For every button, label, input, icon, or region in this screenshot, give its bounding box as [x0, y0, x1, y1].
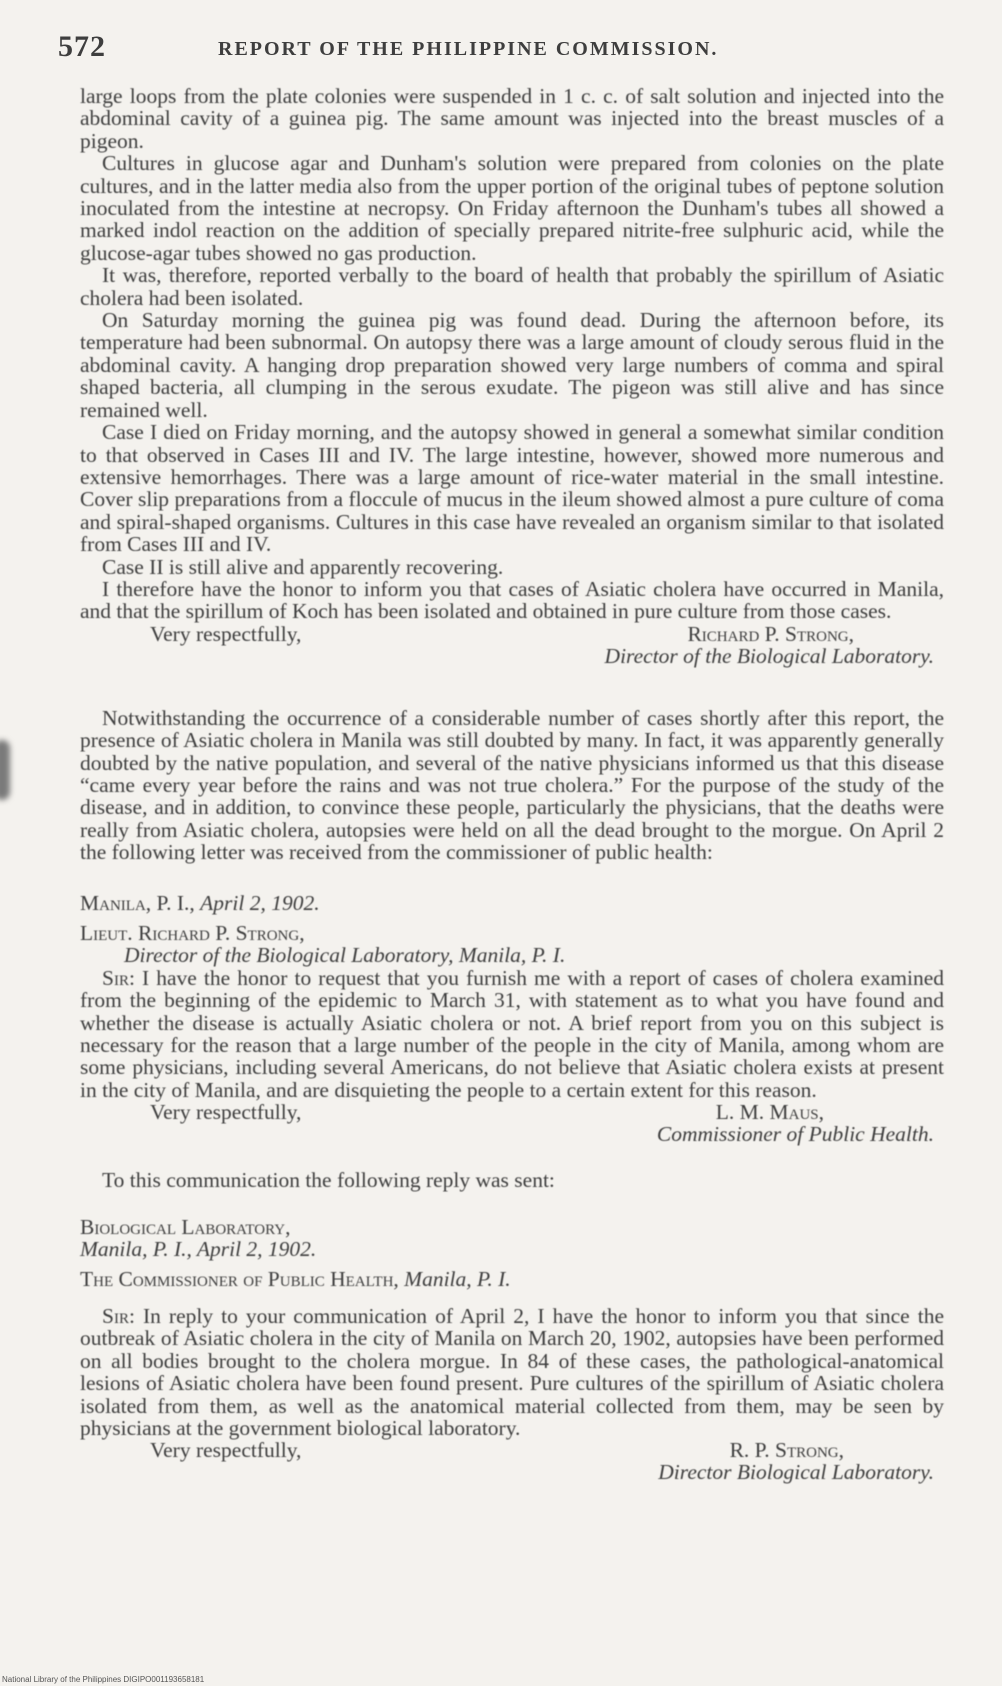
- signature-block-2: [80, 1101, 944, 1145]
- salutation-2: Sir:: [102, 965, 135, 990]
- signature-title-2: Commissioner of Public Health.: [656, 1122, 934, 1147]
- paragraph-7: I therefore have the honor to inform you that cases of Asiatic cholera have occurred in Manila, and that the spirillum of Koch has been isolated and obtained in pure culture from those cases.: [80, 576, 944, 624]
- paragraph-10: To this communication the following reply was sent:: [102, 1168, 555, 1193]
- letter-2-date: April 2, 1902.: [200, 890, 320, 915]
- scan-credit: National Library of the Philippines DIGIPO001193658181: [2, 1675, 205, 1684]
- letter-3-body: [80, 1305, 944, 1439]
- salutation-3: Sir:: [102, 1303, 135, 1328]
- closing-2: Very respectfully,: [150, 1100, 302, 1125]
- addressee-3-name: The Commissioner of Public Health,: [80, 1267, 399, 1292]
- signature-title-1: Director of the Biological Laboratory.: [604, 643, 934, 668]
- paragraph-11: In reply to your communication of April 2, I have the honor to inform you that since the outbreak of Asiatic cholera in the city of Manila on March 20, 1902, autopsies have been performed on all bodies brought to the cholera morgue. In 84 of these cases, the pathological-anatomical lesions of Asiatic cholera have been found present. Pure cultures of the spirillum of Asiatic cholera isolated from them, as well as the anatomical material collected from them, may be seen by physicians at the government biological laboratory.: [80, 1303, 944, 1440]
- spacer: [80, 1145, 944, 1169]
- spacer: [80, 1291, 944, 1305]
- closing-3: Very respectfully,: [150, 1438, 302, 1463]
- body-text: [80, 85, 944, 1483]
- addressee-2-title: Director of the Biological Laboratory, Manila, P. I.: [124, 943, 566, 968]
- signature-name-3: R. P. Strong,: [729, 1438, 844, 1463]
- paragraph-3: It was, therefore, reported verbally to the board of health that probably the spirillum of Asiatic cholera had been isolated.: [80, 263, 944, 310]
- letter-2-place: Manila, P. I.,: [80, 890, 195, 915]
- running-header: [58, 30, 938, 66]
- paragraph-4: On Saturday morning the guinea pig was found dead. During the afternoon before, its temperature had been subnormal. On autopsy there was a large amount of cloudy serous fluid in the abdominal cavity. A hanging drop preparation showed very large numbers of comma and spiral shaped bacteria, all clumping in the serous exudate. The pigeon was still alive and has since remained well.: [80, 308, 944, 422]
- signature-name-2: L. M. Maus,: [715, 1100, 824, 1125]
- paragraph-8: Notwithstanding the occurrence of a considerable number of cases shortly after this report, the presence of Asiatic cholera in Manila was still doubted by many. In fact, it was apparently generally doubted by the native population, and several of the native physicians informed us that this disease “came every year before the rains and was not true cholera.” For the purpose of the study of the disease, and in addition, to convince these people, particularly the physicians, that the deaths were really from Asiatic cholera, autopsies were held on all the dead brought to the morgue. On April 2 the following letter was received from the commissioner of public health:: [80, 705, 944, 865]
- paragraph-5: Case I died on Friday morning, and the autopsy showed in general a somewhat similar condition to that observed in Cases III and IV. The large intestine, however, showed more numerous and extensive hemorrhages. There was a large amount of rice-water material in the small intestine. Cover slip preparations from a floccule of mucus in the ileum showed almost a pure culture of coma and spiral-shaped organisms. Cultures in this case have revealed an organism similar to that isolated from Cases III and IV.: [80, 420, 944, 557]
- addressee-3: [80, 1268, 944, 1290]
- letter-2-body: [80, 967, 944, 1101]
- paragraph-2: Cultures in glucose agar and Dunham's solution were prepared from colonies on the plate cultures, and in the latter media also from the upper portion of the original tubes of peptone solution inoculated from the intestine at necropsy. On Friday afternoon the Dunham's tubes all showed a marked indol reaction on the addition of specially prepared nitrite-free sulphuric acid, while the glucose-agar tubes showed no gas production.: [80, 151, 944, 265]
- signature-title-3: Director Biological Laboratory.: [658, 1460, 934, 1485]
- spacer: [80, 667, 944, 707]
- paragraph-6: Case II is still alive and apparently recovering.: [102, 554, 504, 579]
- signature-block-3: [80, 1439, 944, 1483]
- spacer: [80, 864, 944, 892]
- paragraph-1: large loops from the plate colonies were suspended in 1 c. c. of salt solution and injected into the abdominal cavity of a guinea pig. The same amount was injected into the breast muscles of a pigeon.: [80, 84, 944, 153]
- letter-3-place-date: Manila, P. I., April 2, 1902.: [80, 1237, 317, 1262]
- running-title: REPORT OF THE PHILIPPINE COMMISSION.: [218, 38, 719, 60]
- signature-name-1: Richard P. Strong,: [687, 621, 854, 646]
- scan-thumb-shadow: [0, 740, 10, 800]
- spacer: [80, 1192, 944, 1216]
- letter-2-dateline: [80, 892, 944, 914]
- addressee-2-name: Lieut. Richard P. Strong,: [80, 921, 305, 945]
- page-number: 572: [58, 30, 106, 63]
- signature-block-1: [80, 623, 944, 667]
- closing-1: Very respectfully,: [150, 621, 302, 646]
- addressee-3-place: Manila, P. I.: [404, 1267, 511, 1292]
- letter-3-org: Biological Laboratory,: [80, 1214, 291, 1239]
- paragraph-9: I have the honor to request that you furnish me with a report of cases of cholera examined from the beginning of the epidemic to March 31, with statement as to what you have found and whether the disease is actually Asiatic cholera or not. A brief report from you on this subject is necessary for the reason that a large number of the people in the city of Manila, among whom are some physicians, including several Americans, do not believe that Asiatic cholera exists at present in the city of Manila, and are disquieting the people to a certain extent for this reason.: [80, 965, 945, 1102]
